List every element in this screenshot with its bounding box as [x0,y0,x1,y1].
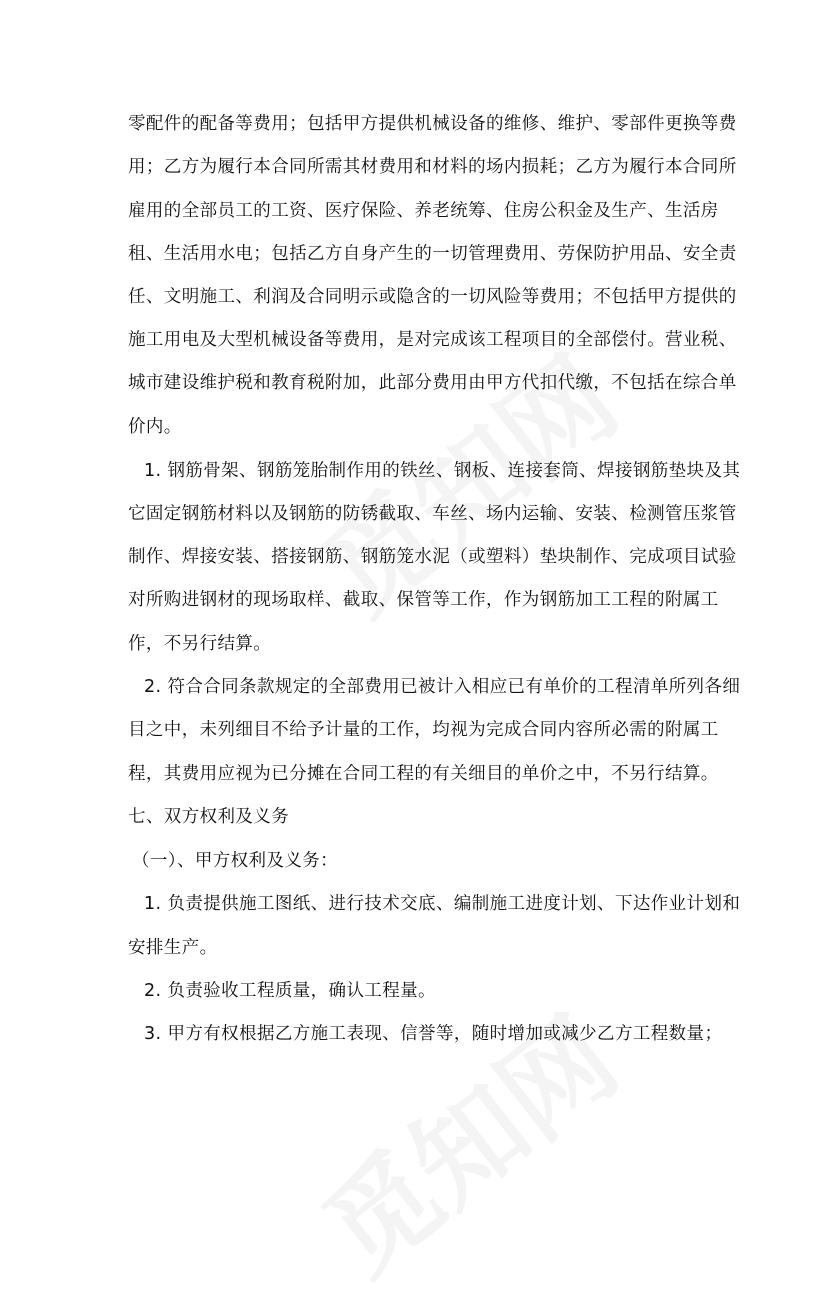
body-text-line: 任、文明施工、利润及合同明示或隐含的一切风险等费用；不包括甲方提供的 [128,287,737,307]
subsection-heading: （一）、甲方权利及义务： [132,851,339,871]
body-text-line: 零配件的配备等费用；包括甲方提供机械设备的维修、维护、零部件更换等费 [128,114,737,134]
list-item-line: 2. 负责验收工程质量，确认工程量。 [144,981,436,1001]
body-text-line: 作，不另行结算。 [128,634,272,654]
body-text-line: 用；乙方为履行本合同所需其材费用和材料的场内损耗；乙方为履行本合同所 [128,157,737,177]
body-text-line: 程，其费用应视为已分摊在合同工程的有关细目的单价之中，不另行结算。 [128,764,719,784]
body-text-line: 城市建设维护税和教育税附加，此部分费用由甲方代扣代缴，不包括在综合单 [128,373,737,393]
body-text-line: 它固定钢筋材料以及钢筋的防锈截取、车丝、场内运输、安装、检测管压浆管 [128,504,737,524]
list-item-line: 1. 负责提供施工图纸、进行技术交底、编制施工进度计划、下达作业计划和 [144,894,741,914]
body-text-line: 施工用电及大型机械设备等费用，是对完成该工程项目的全部偿付。营业税、 [128,330,737,350]
body-text-line: 目之中，未列细目不给予计量的工作，均视为完成合同内容所必需的附属工 [128,720,719,740]
body-text-line: 租、生活用水电；包括乙方自身产生的一切管理费用、劳保防护用品、安全责 [128,244,737,264]
list-item-line: 2. 符合合同条款规定的全部费用已被计入相应已有单价的工程清单所列各细 [144,677,741,697]
body-text-line: 价内。 [128,417,182,437]
list-item-line: 3. 甲方有权根据乙方施工表现、信誉等，随时增加或减少乙方工程数量； [144,1024,723,1044]
body-text-line: 雇用的全部员工的工资、医疗保险、养老统筹、住房公积金及生产、生活房 [128,201,719,221]
list-item-line: 1. 钢筋骨架、钢筋笼胎制作用的铁丝、钢板、连接套筒、焊接钢筋垫块及其 [144,461,741,481]
body-text-line: 对所购进钢材的现场取样、截取、保管等工作，作为钢筋加工工程的附属工 [128,590,719,610]
body-text-line: 安排生产。 [128,938,218,958]
section-heading: 七、双方权利及义务 [128,807,290,827]
body-text-line: 制作、焊接安装、搭接钢筋、钢筋笼水泥（或塑料）垫块制作、完成项目试验 [128,547,737,567]
